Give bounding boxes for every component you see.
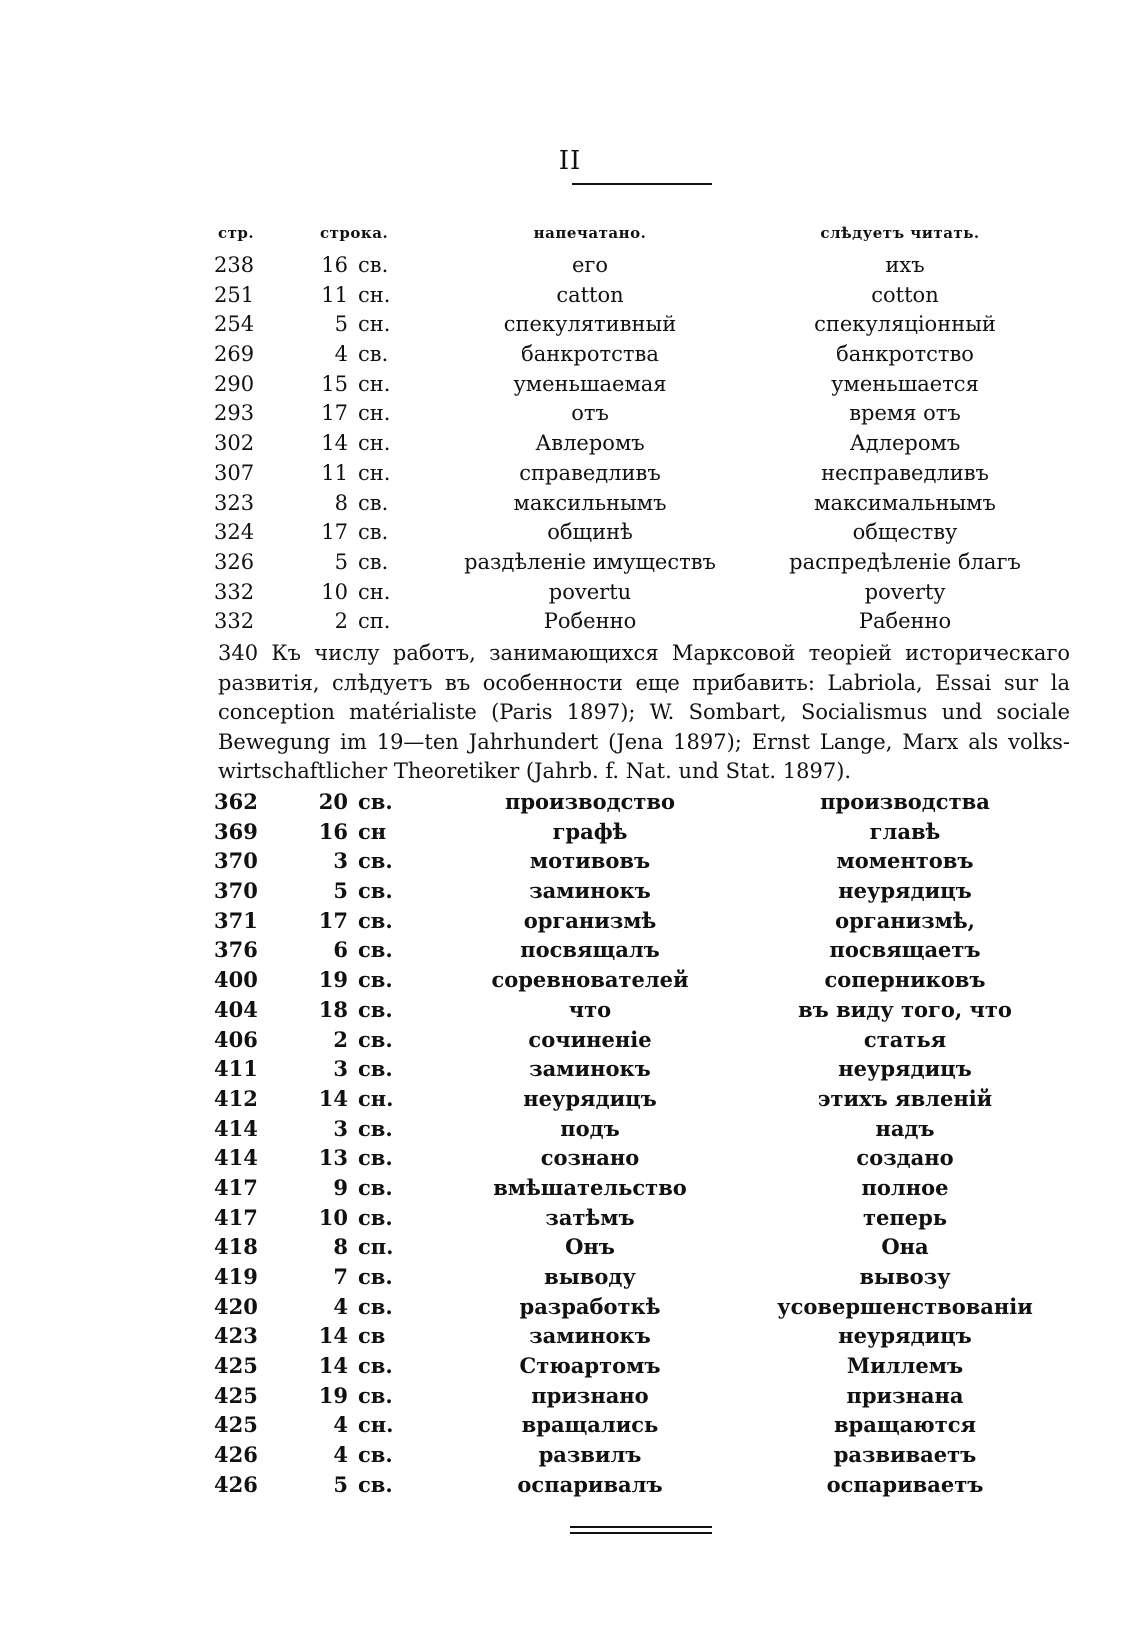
printed-cell: признано (531, 1382, 649, 1408)
page-cell: 369 (214, 818, 258, 844)
line-number-cell: 19 (318, 1382, 348, 1408)
note-line: Bewegung im 19—ten Jahrhundert (Jena 1897); Ernst Lange, Marx als volks- (218, 729, 1070, 754)
page-cell: 302 (214, 431, 255, 456)
table-row (0, 370, 1140, 400)
printed-cell: мотивовъ (529, 848, 651, 874)
line-number-cell: 14 (318, 1085, 348, 1111)
direction-cell: св. (358, 1204, 393, 1230)
table-row (0, 459, 1140, 489)
direction-cell: сн. (358, 431, 391, 456)
should-read-cell: неурядицъ (838, 878, 972, 904)
page-cell: 332 (214, 609, 255, 634)
should-read-cell: развиваетъ (833, 1442, 977, 1468)
bottom-double-rule (570, 1526, 712, 1534)
table-row (0, 1054, 1140, 1084)
line-number-cell: 5 (334, 312, 348, 337)
line-number-cell: 11 (321, 282, 348, 307)
should-read-cell: неурядицъ (838, 1056, 972, 1082)
should-read-cell: Миллемъ (846, 1353, 964, 1379)
table-row (0, 846, 1140, 876)
should-read-cell: теперь (862, 1204, 948, 1230)
line-number-cell: 18 (318, 996, 348, 1022)
table-row (0, 489, 1140, 519)
table-row (0, 1381, 1140, 1411)
direction-cell: св. (358, 1264, 393, 1289)
direction-cell: св. (358, 490, 389, 515)
note-paragraph (218, 639, 1070, 787)
direction-cell: сн. (358, 282, 391, 307)
should-read-cell: полное (861, 1174, 949, 1200)
should-read-cell: моментовъ (836, 848, 974, 874)
direction-cell: св. (358, 253, 389, 277)
page-cell: 419 (214, 1264, 258, 1289)
page-cell: 370 (214, 848, 258, 874)
direction-cell: св. (358, 342, 389, 367)
page-cell: 414 (214, 1145, 258, 1171)
should-read-cell: распредѣленіе благъ (789, 549, 1021, 574)
table-row (0, 1025, 1140, 1055)
should-read-cell: посвящаетъ (829, 937, 981, 963)
direction-cell: св. (358, 1115, 393, 1141)
note-line: развитія, слѣдуетъ въ особенности еще прибавить: Labriola, Essai sur la (218, 670, 1070, 695)
page-cell: 400 (214, 967, 258, 993)
printed-cell: раздѣленіе имуществъ (464, 549, 716, 574)
table-row (0, 1440, 1140, 1470)
table-row (0, 429, 1140, 459)
line-number-cell: 5 (333, 878, 348, 904)
direction-cell: св. (358, 1382, 393, 1408)
direction-cell: св. (358, 1442, 393, 1468)
direction-cell: сн. (358, 371, 391, 396)
page-cell: 426 (214, 1442, 258, 1468)
table-row (0, 1084, 1140, 1114)
page-cell: 326 (214, 549, 255, 574)
line-number-cell: 7 (333, 1264, 348, 1289)
page-cell: 293 (214, 401, 255, 426)
should-read-cell: спекуляціонный (814, 312, 996, 337)
printed-cell: вмѣшательство (493, 1174, 687, 1200)
direction-cell: св. (358, 996, 393, 1022)
line-number-cell: 17 (321, 520, 348, 545)
should-read-cell: вывозу (859, 1264, 951, 1289)
should-read-cell: обществу (852, 520, 958, 545)
printed-cell: спекулятивный (503, 312, 677, 337)
table-row (0, 935, 1140, 965)
table-row (0, 1321, 1140, 1351)
page-cell: 362 (214, 789, 258, 814)
page-cell: 370 (214, 878, 258, 904)
printed-cell: оспаривалъ (517, 1471, 663, 1497)
printed-cell: максильнымъ (513, 490, 667, 515)
should-read-cell: несправедливъ (821, 460, 989, 485)
printed-cell: Онъ (565, 1234, 615, 1260)
direction-cell: св. (358, 549, 389, 574)
direction-cell: св. (358, 1353, 393, 1379)
direction-cell: св. (358, 1471, 393, 1497)
should-read-cell: неурядицъ (838, 1323, 972, 1349)
printed-cell: организмѣ (523, 907, 657, 933)
line-number-cell: 13 (318, 1145, 348, 1171)
line-number-cell: 9 (333, 1174, 348, 1200)
page-cell: 412 (214, 1085, 258, 1111)
should-read-cell: производства (820, 789, 990, 814)
printed-cell: заминокъ (529, 1056, 651, 1082)
direction-cell: св. (358, 907, 393, 933)
page-cell: 269 (214, 342, 255, 367)
errata-table-bottom (0, 787, 1140, 1500)
printed-cell: Стюартомъ (519, 1353, 661, 1379)
printed-cell: справедливъ (519, 460, 661, 485)
line-number-cell: 14 (321, 431, 348, 456)
table-row (0, 518, 1140, 548)
should-read-cell: главѣ (869, 818, 941, 844)
printed-cell: разработкѣ (519, 1293, 661, 1319)
printed-cell: общинѣ (547, 520, 633, 545)
header-should-read: слѣдуетъ читать. (820, 224, 980, 242)
page-cell: 307 (214, 460, 255, 485)
table-row (0, 817, 1140, 847)
should-read-cell: cotton (871, 282, 939, 307)
printed-cell: подъ (560, 1115, 620, 1141)
printed-cell: povertu (548, 579, 632, 604)
direction-cell: св (358, 1323, 386, 1349)
line-number-cell: 4 (333, 1293, 348, 1319)
should-read-cell: ихъ (885, 253, 925, 277)
page-cell: 417 (214, 1174, 258, 1200)
page-cell: 414 (214, 1115, 258, 1141)
page-cell: 423 (214, 1323, 258, 1349)
table-row (0, 251, 1140, 281)
line-number-cell: 8 (333, 1234, 348, 1260)
line-number-cell: 10 (321, 579, 348, 604)
line-number-cell: 17 (321, 401, 348, 426)
should-read-cell: оспариваетъ (826, 1471, 984, 1497)
printed-cell: графѣ (552, 818, 628, 844)
should-read-cell: создано (856, 1145, 954, 1171)
line-number-cell: 14 (318, 1323, 348, 1349)
table-row (0, 1114, 1140, 1144)
direction-cell: св. (358, 789, 393, 814)
page-cell: 425 (214, 1412, 258, 1438)
direction-cell: сн (358, 818, 387, 844)
printed-cell: неурядицъ (523, 1085, 657, 1111)
page-cell: 376 (214, 937, 258, 963)
printed-cell: Робенно (543, 609, 637, 634)
should-read-cell: poverty (864, 579, 946, 604)
note-line: 340 Къ числу работъ, занимающихся Марксовой теоріей историческаго (218, 641, 1070, 665)
direction-cell: сн. (358, 579, 391, 604)
page-cell: 324 (214, 520, 255, 545)
line-number-cell: 16 (318, 818, 348, 844)
printed-cell: производство (504, 789, 676, 814)
line-number-cell: 19 (318, 967, 348, 993)
table-row (0, 1173, 1140, 1203)
printed-cell: выводу (544, 1264, 636, 1289)
should-read-cell: Адлеромъ (849, 431, 961, 456)
direction-cell: сн. (358, 460, 391, 485)
page-cell: 238 (214, 253, 255, 277)
table-row (0, 1143, 1140, 1173)
top-rule (572, 183, 712, 185)
line-number-cell: 14 (318, 1353, 348, 1379)
table-row (0, 607, 1140, 637)
line-number-cell: 3 (333, 1056, 348, 1082)
table-row (0, 578, 1140, 608)
direction-cell: св. (358, 937, 393, 963)
line-number-cell: 6 (333, 937, 348, 963)
direction-cell: св. (358, 848, 393, 874)
printed-cell: посвящалъ (520, 937, 660, 963)
table-row (0, 340, 1140, 370)
header-printed: напечатано. (533, 224, 647, 242)
page-cell: 425 (214, 1353, 258, 1379)
line-number-cell: 17 (318, 907, 348, 933)
printed-cell: отъ (571, 401, 609, 426)
line-number-cell: 4 (333, 1442, 348, 1468)
direction-cell: св. (358, 1293, 393, 1319)
page-cell: 323 (214, 490, 255, 515)
direction-cell: сп. (358, 1234, 394, 1260)
should-read-cell: Она (881, 1234, 929, 1260)
line-number-cell: 20 (318, 789, 348, 814)
table-row (0, 1262, 1140, 1292)
should-read-cell: банкротство (836, 342, 974, 367)
printed-cell: Авлеромъ (535, 431, 645, 456)
line-number-cell: 5 (334, 549, 348, 574)
should-read-cell: этихъ явленій (817, 1085, 993, 1111)
header-line: строка. (320, 224, 389, 242)
page-cell: 417 (214, 1204, 258, 1230)
page-cell: 371 (214, 907, 258, 933)
direction-cell: сп. (358, 609, 391, 634)
direction-cell: св. (358, 1026, 393, 1052)
table-row (0, 1203, 1140, 1233)
direction-cell: сн. (358, 1412, 394, 1438)
table-row (0, 548, 1140, 578)
table-row (0, 281, 1140, 311)
page-cell: 332 (214, 579, 255, 604)
direction-cell: св. (358, 967, 393, 993)
printed-cell: что (568, 996, 612, 1022)
line-number-cell: 15 (321, 371, 348, 396)
page-cell: 404 (214, 996, 258, 1022)
direction-cell: св. (358, 1145, 393, 1171)
should-read-cell: Рабенно (858, 609, 952, 634)
should-read-cell: соперниковъ (824, 967, 986, 993)
direction-cell: сн. (358, 1085, 394, 1111)
line-number-cell: 11 (321, 460, 348, 485)
line-number-cell: 8 (334, 490, 348, 515)
line-number-cell: 4 (334, 342, 348, 367)
table-row (0, 1232, 1140, 1262)
printed-cell: catton (556, 282, 624, 307)
errata-table-top (0, 251, 1140, 637)
page-cell: 251 (214, 282, 255, 307)
table-row (0, 1351, 1140, 1381)
line-number-cell: 10 (318, 1204, 348, 1230)
table-row (0, 1470, 1140, 1500)
printed-cell: развилъ (538, 1442, 642, 1468)
should-read-cell: вращаются (833, 1412, 977, 1438)
line-number-cell: 4 (333, 1412, 348, 1438)
direction-cell: св. (358, 878, 393, 904)
should-read-cell: въ виду того, что (798, 996, 1012, 1022)
printed-cell: вращались (521, 1412, 659, 1438)
table-row (0, 787, 1140, 817)
line-number-cell: 2 (334, 609, 348, 634)
table-row (0, 399, 1140, 429)
page-cell: 418 (214, 1234, 258, 1260)
page-cell: 420 (214, 1293, 258, 1319)
line-number-cell: 3 (333, 1115, 348, 1141)
table-row (0, 1410, 1140, 1440)
table-header (0, 224, 1140, 248)
direction-cell: сн. (358, 401, 391, 426)
should-read-cell: уменьшается (831, 371, 979, 396)
line-number-cell: 2 (333, 1026, 348, 1052)
line-number-cell: 3 (333, 848, 348, 874)
page-cell: 290 (214, 371, 255, 396)
table-row (0, 310, 1140, 340)
should-read-cell: время отъ (849, 401, 961, 426)
printed-cell: уменьшаемая (513, 371, 667, 396)
page-cell: 426 (214, 1471, 258, 1497)
should-read-cell: статья (863, 1026, 947, 1052)
page-cell: 406 (214, 1026, 258, 1052)
page-cell: 254 (214, 312, 255, 337)
table-row (0, 995, 1140, 1025)
table-row (0, 965, 1140, 995)
printed-cell: его (571, 253, 609, 277)
direction-cell: св. (358, 520, 389, 545)
header-page: стр. (218, 224, 255, 242)
page-number: II (558, 146, 582, 176)
line-number-cell: 5 (333, 1471, 348, 1497)
direction-cell: св. (358, 1056, 393, 1082)
printed-cell: заминокъ (529, 878, 651, 904)
should-read-cell: усовершенствованіи (777, 1293, 1033, 1319)
printed-cell: сочиненіе (528, 1026, 652, 1052)
printed-cell: сознано (540, 1145, 640, 1171)
should-read-cell: организмѣ, (835, 907, 975, 933)
direction-cell: св. (358, 1174, 393, 1200)
should-read-cell: признана (846, 1382, 964, 1408)
page-cell: 425 (214, 1382, 258, 1408)
table-row (0, 876, 1140, 906)
printed-cell: заминокъ (529, 1323, 651, 1349)
line-number-cell: 16 (321, 253, 348, 277)
note-line: wirtschaftlicher Theoretiker (Jahrb. f. Nat. und Stat. 1897). (218, 759, 852, 784)
should-read-cell: максимальнымъ (814, 490, 996, 515)
printed-cell: затѣмъ (545, 1204, 635, 1230)
direction-cell: сн. (358, 312, 391, 337)
page-cell: 411 (214, 1056, 258, 1082)
note-line: conception matérialiste (Paris 1897); W. Sombart, Socialismus und sociale (218, 700, 1070, 725)
should-read-cell: надъ (875, 1115, 935, 1141)
printed-cell: банкротства (521, 342, 659, 367)
table-row (0, 1292, 1140, 1322)
printed-cell: соревнователей (491, 967, 689, 993)
table-row (0, 906, 1140, 936)
